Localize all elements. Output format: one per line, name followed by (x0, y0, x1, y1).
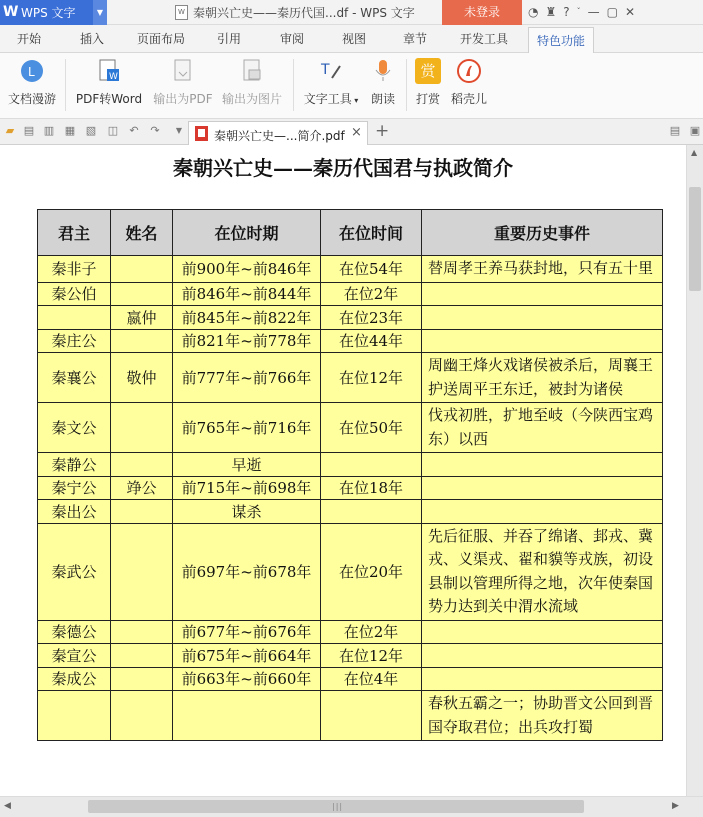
help-icon[interactable]: ? (563, 5, 570, 19)
tab-insert[interactable]: 插入 (80, 32, 105, 46)
chevron-down-icon[interactable]: ˇ (576, 7, 581, 16)
cell-duration (321, 453, 422, 477)
tab-developer[interactable]: 开发工具 (460, 32, 509, 46)
pdf-to-word-button[interactable]: W PDF转Word (75, 58, 143, 107)
table-header-row (38, 210, 663, 256)
cell-duration: 在位44年 (321, 329, 422, 353)
table-row (38, 667, 663, 691)
find-icon[interactable]: ◫ (107, 124, 119, 137)
cell-events (422, 644, 663, 668)
window-title: 秦朝兴亡史——秦历代国...df - WPS 文字 (193, 6, 415, 20)
cell-period: 前821年~前778年 (173, 329, 321, 353)
ribbon-divider (406, 59, 407, 111)
cell-events: 伐戎初胜，扩地至岐（今陕西宝鸡东）以西 (422, 403, 663, 453)
doc-roaming-button[interactable]: L 文档漫游 (7, 58, 57, 107)
cell-period: 前900年~前846年 (173, 256, 321, 283)
cell-ruler: 秦武公 (38, 523, 111, 620)
docer-icon (456, 58, 482, 84)
cell-period: 前845年~前822年 (173, 306, 321, 330)
tab-review[interactable]: 审阅 (280, 32, 305, 46)
cell-duration: 在位4年 (321, 667, 422, 691)
login-button[interactable]: 未登录 (442, 0, 522, 25)
cell-ruler: 秦公伯 (38, 282, 111, 306)
svg-text:W: W (109, 72, 118, 82)
header-name: 姓名 (111, 210, 173, 256)
export-pdf-button[interactable]: 输出为PDF (153, 58, 213, 107)
title-bar-icons (528, 3, 635, 23)
cell-duration: 在位2年 (321, 620, 422, 644)
cell-name (111, 403, 173, 453)
horizontal-scroll-thumb[interactable]: ||| (88, 800, 584, 813)
cell-duration: 在位54年 (321, 256, 422, 283)
reward-icon: 赏 (415, 58, 441, 84)
close-icon[interactable]: ✕ (624, 5, 636, 19)
undo-icon[interactable]: ↶ (129, 124, 139, 137)
export-image-icon (239, 58, 265, 84)
vertical-scroll-thumb[interactable] (689, 187, 701, 291)
vertical-scrollbar[interactable] (686, 145, 703, 796)
cell-period: 前765年~前716年 (173, 403, 321, 453)
cell-events: 周幽王烽火戏诸侯被杀后，周襄王护送周平王东迁，被封为诸侯 (422, 353, 663, 403)
chevron-down-icon: ▾ (351, 96, 359, 105)
export-icon[interactable]: ▥ (43, 124, 55, 137)
horizontal-scrollbar[interactable] (0, 796, 703, 817)
reward-button[interactable]: 赏 打赏 (414, 58, 442, 107)
header-events: 重要历史事件 (422, 210, 663, 256)
text-tools-button[interactable]: T 文字工具 ▾ (302, 58, 360, 107)
cell-events (422, 620, 663, 644)
cell-name (111, 256, 173, 283)
cell-period: 前777年~前766年 (173, 353, 321, 403)
svg-text:T: T (321, 62, 330, 78)
pdf-to-word-icon (96, 58, 122, 84)
cell-events (422, 500, 663, 524)
cell-ruler: 秦襄公 (38, 353, 111, 403)
cell-duration (321, 691, 422, 741)
table-row (38, 353, 663, 403)
header-period: 在位时期 (173, 210, 321, 256)
document-tab[interactable] (188, 121, 368, 145)
cell-ruler: 秦出公 (38, 500, 111, 524)
cloud-icon (19, 58, 45, 84)
cell-duration: 在位18年 (321, 476, 422, 500)
rulers-table (37, 209, 663, 741)
table-row (38, 644, 663, 668)
wps-menu-button[interactable] (0, 0, 107, 25)
cell-duration: 在位2年 (321, 282, 422, 306)
skin-icon[interactable]: ◔ (528, 5, 539, 19)
table-row (38, 691, 663, 741)
cell-name (111, 282, 173, 306)
cell-name (111, 500, 173, 524)
cell-period: 早逝 (173, 453, 321, 477)
cell-period (173, 691, 321, 741)
cell-duration: 在位20年 (321, 523, 422, 620)
cell-name (111, 329, 173, 353)
tab-start[interactable]: 开始 (17, 32, 42, 46)
cell-events (422, 329, 663, 353)
cell-ruler (38, 306, 111, 330)
ribbon-divider (65, 59, 66, 111)
document-title: 秦朝兴亡史——秦历代国君与执政简介 (173, 156, 513, 180)
cell-events (422, 453, 663, 477)
cell-duration: 在位23年 (321, 306, 422, 330)
quick-access-bar (0, 119, 703, 145)
cell-name: 竫公 (111, 476, 173, 500)
text-tools-icon (318, 58, 344, 84)
close-tab-icon[interactable]: × (351, 125, 362, 140)
cell-events (422, 667, 663, 691)
microphone-icon (370, 58, 396, 84)
svg-text:L: L (28, 65, 35, 79)
cell-name (111, 620, 173, 644)
cell-period: 前715年~前698年 (173, 476, 321, 500)
app-name: WPS 文字 (21, 6, 76, 20)
wps-logo-icon: W (3, 4, 19, 20)
cell-name: 敬仲 (111, 353, 173, 403)
cell-events (422, 282, 663, 306)
header-duration: 在位时间 (321, 210, 422, 256)
scroll-up-icon[interactable]: ▲ (691, 148, 698, 157)
cell-period: 前677年~前676年 (173, 620, 321, 644)
cell-duration: 在位12年 (321, 353, 422, 403)
table-row (38, 403, 663, 453)
scroll-left-icon[interactable]: ◀ (4, 801, 11, 811)
export-image-button[interactable]: 输出为图片 (221, 58, 283, 107)
cell-events: 替周孝王养马获封地，只有五十里 (422, 256, 663, 283)
tab-list-icon[interactable]: ▤ (669, 124, 681, 137)
cell-period: 前663年~前660年 (173, 667, 321, 691)
header-ruler: 君主 (38, 210, 111, 256)
cell-period: 前675年~前664年 (173, 644, 321, 668)
cell-period: 前697年~前678年 (173, 523, 321, 620)
cell-events (422, 306, 663, 330)
cell-period: 前846年~前844年 (173, 282, 321, 306)
ribbon (0, 53, 703, 119)
table-row (38, 500, 663, 524)
title-bar (0, 0, 703, 25)
docer-button[interactable]: 稻壳儿 (449, 58, 489, 107)
cell-name (111, 644, 173, 668)
table-row (38, 329, 663, 353)
table-row (38, 256, 663, 283)
open-folder-icon[interactable]: ▰ (5, 124, 15, 137)
tshirt-icon[interactable]: ♜ (545, 5, 557, 19)
cell-ruler: 秦宣公 (38, 644, 111, 668)
tab-menu-icon[interactable]: ▣ (689, 124, 701, 137)
cell-events: 先后征服、并吞了绵诸、邽戎、冀戎、义渠戎、翟和貘等戎族，初设县制以管理所得之地，次年使秦国势力达到关中渭水流域 (422, 523, 663, 620)
tab-special-features[interactable]: 特色功能 (528, 27, 594, 54)
read-aloud-button[interactable]: 朗读 (369, 58, 397, 107)
cell-ruler: 秦静公 (38, 453, 111, 477)
cell-name (111, 523, 173, 620)
scroll-right-icon[interactable]: ▶ (672, 801, 679, 811)
cell-events (422, 476, 663, 500)
cell-ruler: 秦德公 (38, 620, 111, 644)
tab-references[interactable]: 引用 (217, 32, 242, 46)
chevron-down-icon[interactable]: ▼ (175, 126, 183, 135)
print-icon[interactable]: ▦ (64, 124, 76, 137)
table-row (38, 282, 663, 306)
cell-name (111, 667, 173, 691)
table-row (38, 523, 663, 620)
cell-name (111, 453, 173, 477)
redo-icon[interactable]: ↷ (150, 124, 160, 137)
table-row (38, 476, 663, 500)
cell-duration (321, 500, 422, 524)
document-icon: W (175, 5, 188, 20)
ribbon-divider (293, 59, 294, 111)
restore-icon[interactable]: ▢ (606, 5, 618, 19)
export-pdf-icon (170, 58, 196, 84)
cell-ruler (38, 691, 111, 741)
cell-period: 谋杀 (173, 500, 321, 524)
table-row (38, 620, 663, 644)
cell-ruler: 秦庄公 (38, 329, 111, 353)
cell-duration: 在位12年 (321, 644, 422, 668)
cell-ruler: 秦成公 (38, 667, 111, 691)
table-row (38, 306, 663, 330)
cell-events: 春秋五霸之一；协助晋文公回到晋国夺取君位；出兵攻打蜀 (422, 691, 663, 741)
document-tab-title: 秦朝兴亡史—...简介.pdf (214, 129, 345, 143)
cell-name (111, 691, 173, 741)
tab-section[interactable]: 章节 (403, 32, 428, 46)
minimize-icon[interactable]: — (587, 5, 600, 19)
print-preview-icon[interactable]: ▧ (85, 124, 97, 137)
cell-ruler: 秦宁公 (38, 476, 111, 500)
menu-tabs (0, 25, 703, 53)
save-icon[interactable]: ▤ (23, 124, 35, 137)
tab-view[interactable]: 视图 (342, 32, 367, 46)
new-tab-icon[interactable]: + (375, 121, 390, 141)
document-area[interactable] (0, 145, 686, 796)
cell-name: 嬴仲 (111, 306, 173, 330)
cell-duration: 在位50年 (321, 403, 422, 453)
pdf-file-icon (195, 126, 208, 141)
tab-page-layout[interactable]: 页面布局 (137, 32, 186, 46)
chevron-down-icon[interactable]: ▼ (93, 0, 107, 25)
table-row (38, 453, 663, 477)
cell-ruler: 秦文公 (38, 403, 111, 453)
cell-ruler: 秦非子 (38, 256, 111, 283)
